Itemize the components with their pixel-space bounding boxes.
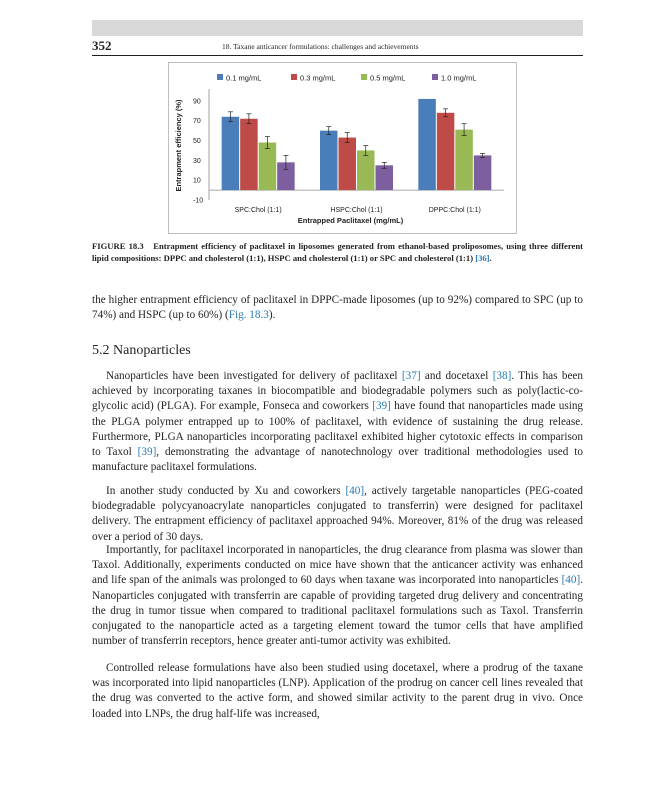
bar xyxy=(320,131,338,190)
y-tick-label: 90 xyxy=(193,98,201,106)
text-run: Nanoparticles have been investigated for delivery of paclitaxel xyxy=(106,370,402,382)
x-tick-label: HSPC:Chol (1:1) xyxy=(330,207,383,214)
figure-ref-link[interactable]: Fig. 18.3 xyxy=(228,309,269,322)
citation-link[interactable]: [38] xyxy=(492,370,512,382)
caption-ref-link[interactable]: [36] xyxy=(475,253,490,263)
bar-chart xyxy=(168,62,517,234)
bar xyxy=(376,165,394,190)
text-run: ). xyxy=(268,309,276,322)
paragraph-controlled-release xyxy=(92,661,583,722)
citation-link[interactable]: [39] xyxy=(137,446,157,459)
text-run: , actively targetable nanoparticles (PEG-coated biodegradable polycyanoacrylate nanoparticles conjugated to transferrin) were designed for paclitaxel delivery. The entrapment efficiency of paclitaxel approached 94%. Moreover, 81% of the drug was released over a period of 30 days. xyxy=(92,485,583,543)
y-axis-title: Entrapment efficiency (%) xyxy=(174,99,183,192)
bar xyxy=(474,155,492,190)
figure-caption-text: Entrapment efficiency of paclitaxel in liposomes generated from ethanol-based proliposomes, using three different lipid compositions: DPPC and cholesterol (1:1), HSPC and cholesterol (1:1) or SPC and cholesterol (1:1) xyxy=(92,241,583,263)
citation-link[interactable]: [37] xyxy=(401,370,421,382)
text-run: . This has been achieved by incorporating taxanes in biocompatible and biodegradable polymers such as poly(lactic-co-glycolic acid) (PLGA). For example, Fonseca and coworkers xyxy=(92,370,583,413)
text-run: Controlled release formulations have also been studied using docetaxel, where a prodrug of the taxane was incorporated into lipid nanoparticles (LNP). Application of the prodrug on cancer cell lines revealed that the drug was converted to the active form, and showed similar activity to the parent drug in vivo. Once loaded into LNPs, the drug half-life was increased, xyxy=(92,662,583,720)
bar xyxy=(259,143,277,191)
citation-link[interactable]: [40] xyxy=(345,485,365,497)
legend-label: 1.0 mg/mL xyxy=(441,73,477,83)
paragraph-nanoparticles-intro xyxy=(92,369,583,475)
x-axis-title: Entrapped Paclitaxel (mg/mL) xyxy=(297,216,404,225)
legend-swatch xyxy=(361,74,367,80)
text-run: have found that nanoparticles made using the PLGA polymer entrapped up to 100% of paclitaxel, with evidence of sustaining the drug release. Furthermore, PLGA nanoparticles incorporating paclitaxel exhibited higher cytotoxic effects in comparison to Taxol xyxy=(92,400,584,459)
y-tick-label: 10 xyxy=(193,177,201,185)
paragraph-figure-discussion xyxy=(92,293,583,323)
x-tick-label: DPPC:Chol (1:1) xyxy=(428,207,481,214)
text-run: Importantly, for paclitaxel incorporated in nanoparticles, the drug clearance from plasma was slower than Taxol. Additionally, experiments conducted on mice have shown that the anticancer activity was enhanced and life span of the animals was prolonged to 60 days when taxane was incorporated into nanoparticles xyxy=(92,544,583,587)
section-heading: 5.2 Nanoparticles xyxy=(92,343,191,358)
header-shade-bar xyxy=(92,20,583,36)
header-rule xyxy=(92,55,583,56)
citation-link[interactable]: [40] xyxy=(561,574,581,587)
legend-swatch xyxy=(291,74,297,80)
paragraph-clearance xyxy=(92,543,583,649)
caption-tail: . xyxy=(489,253,492,263)
running-head: 18. Taxane anticancer formulations: challenges and achievements xyxy=(222,42,419,51)
legend-label: 0.1 mg/mL xyxy=(226,73,262,83)
text-run: . Nanoparticles conjugated with transferrin are capable of providing targeted drug delivery and concentrating the drug in tumor tissue when compared to traditional paclitaxel formulations such as Taxol. Transferrin conjugated to the nanoparticle acted as a targeting element toward the tumor cells that have amplified number of transferrin receptors, hence greater anti-tumor activity was exhibited. xyxy=(92,574,583,648)
y-tick-label: -10 xyxy=(193,197,204,205)
bar xyxy=(418,99,436,190)
x-tick-label: SPC:Chol (1:1) xyxy=(234,207,282,214)
bar xyxy=(339,138,357,191)
legend-swatch xyxy=(217,74,223,80)
text-run: and docetaxel xyxy=(420,370,493,382)
text-run: , demonstrating the advantage of nanotechnology over traditional methodologies used to manufacture paclitaxel formulations. xyxy=(92,446,583,474)
figure-label: FIGURE 18.3 xyxy=(92,241,144,251)
citation-link[interactable]: [39] xyxy=(372,400,391,413)
chart-svg xyxy=(169,63,516,233)
y-tick-label: 50 xyxy=(193,138,201,146)
page-number: 352 xyxy=(92,38,112,53)
legend-swatch xyxy=(432,74,438,80)
text-run: the higher entrapment efficiency of paclitaxel in DPPC-made liposomes (up to 92%) compared to SPC (up to 74%) and HSPC (up to 60%) ( xyxy=(92,294,583,322)
bar xyxy=(222,117,240,190)
text-run: In another study conducted by Xu and coworkers xyxy=(106,485,346,497)
y-tick-label: 70 xyxy=(193,118,201,126)
bar xyxy=(437,113,455,190)
paragraph-xu-study xyxy=(92,484,583,545)
legend-label: 0.5 mg/mL xyxy=(370,73,406,83)
figure-caption xyxy=(92,240,583,264)
legend-label: 0.3 mg/mL xyxy=(300,73,336,83)
bar xyxy=(455,130,473,190)
bar xyxy=(240,119,258,190)
y-tick-label: 30 xyxy=(193,157,201,165)
bar xyxy=(357,150,375,190)
